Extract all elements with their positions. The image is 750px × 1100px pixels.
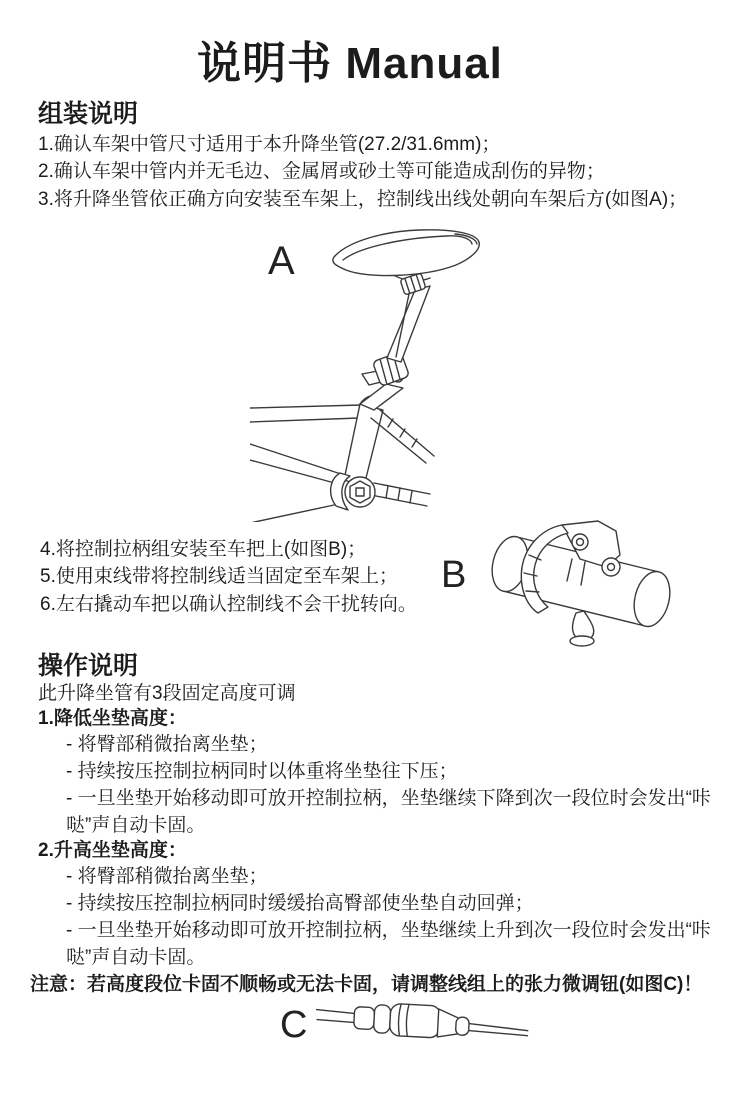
- operation-heading: 操作说明: [38, 652, 139, 680]
- figure-b-lever-handlebar-drawing: [430, 515, 720, 655]
- raise-seat-title: 2.升高坐垫高度：: [38, 840, 187, 861]
- lower-seat-bullet-3: - 一旦坐垫开始移动即可放开控制拉柄，坐垫继续下降到次一段位时会发出“咔哒”声自动卡固。: [66, 788, 711, 836]
- tension-note: 注意：若高度段位卡固不顺畅或无法卡固，请调整线组上的张力微调钮(如图C)！: [30, 974, 703, 995]
- assembly-step-4: 4.将控制拉柄组安装至车把上(如图B)；: [40, 539, 367, 560]
- raise-seat-bullet-1: - 将臀部稍微抬离坐垫；: [66, 866, 268, 887]
- lower-seat-bullet-2: - 持续按压控制拉柄同时以体重将坐垫往下压；: [66, 761, 458, 782]
- assembly-step-2: 2.确认车架中管内并无毛边、金属屑或砂土等可能造成刮伤的异物；: [38, 161, 605, 182]
- seatpost-and-saddle: [333, 230, 479, 410]
- bike-frame-tubes: [250, 395, 434, 522]
- raise-seat-bullet-3: - 一旦坐垫开始移动即可放开控制拉柄，坐垫继续上升到次一段位时会发出“咔哒”声自动卡固。: [66, 920, 711, 968]
- assembly-step-5: 5.使用束线带将控制线适当固定至车架上；: [40, 566, 398, 587]
- cable-and-adjuster: [315, 1000, 528, 1043]
- assembly-heading: 组装说明: [38, 100, 139, 128]
- lower-seat-bullet-1: - 将臀部稍微抬离坐垫；: [66, 734, 268, 755]
- figure-b-label: B: [441, 554, 467, 596]
- figure-c-label: C: [280, 1004, 308, 1046]
- assembly-step-1: 1.确认车架中管尺寸适用于本升降坐管(27.2/31.6mm)；: [38, 134, 501, 155]
- figure-a-seatpost-frame-drawing: [250, 222, 570, 522]
- figure-c-barrel-adjuster-drawing: [270, 995, 540, 1065]
- page-title: 说明书 Manual: [197, 39, 503, 88]
- assembly-step-3: 3.将升降坐管依正确方向安装至车架上，控制线出线处朝向车架后方(如图A)；: [38, 189, 688, 210]
- figure-a-label: A: [268, 239, 295, 283]
- lower-seat-title: 1.降低坐垫高度：: [38, 708, 187, 729]
- operation-intro: 此升降坐管有3段固定高度可调: [38, 683, 296, 704]
- assembly-step-6: 6.左右撬动车把以确认控制线不会干扰转向。: [40, 594, 417, 615]
- raise-seat-bullet-2: - 持续按压控制拉柄同时缓缓抬高臀部使坐垫自动回弹；: [66, 893, 534, 914]
